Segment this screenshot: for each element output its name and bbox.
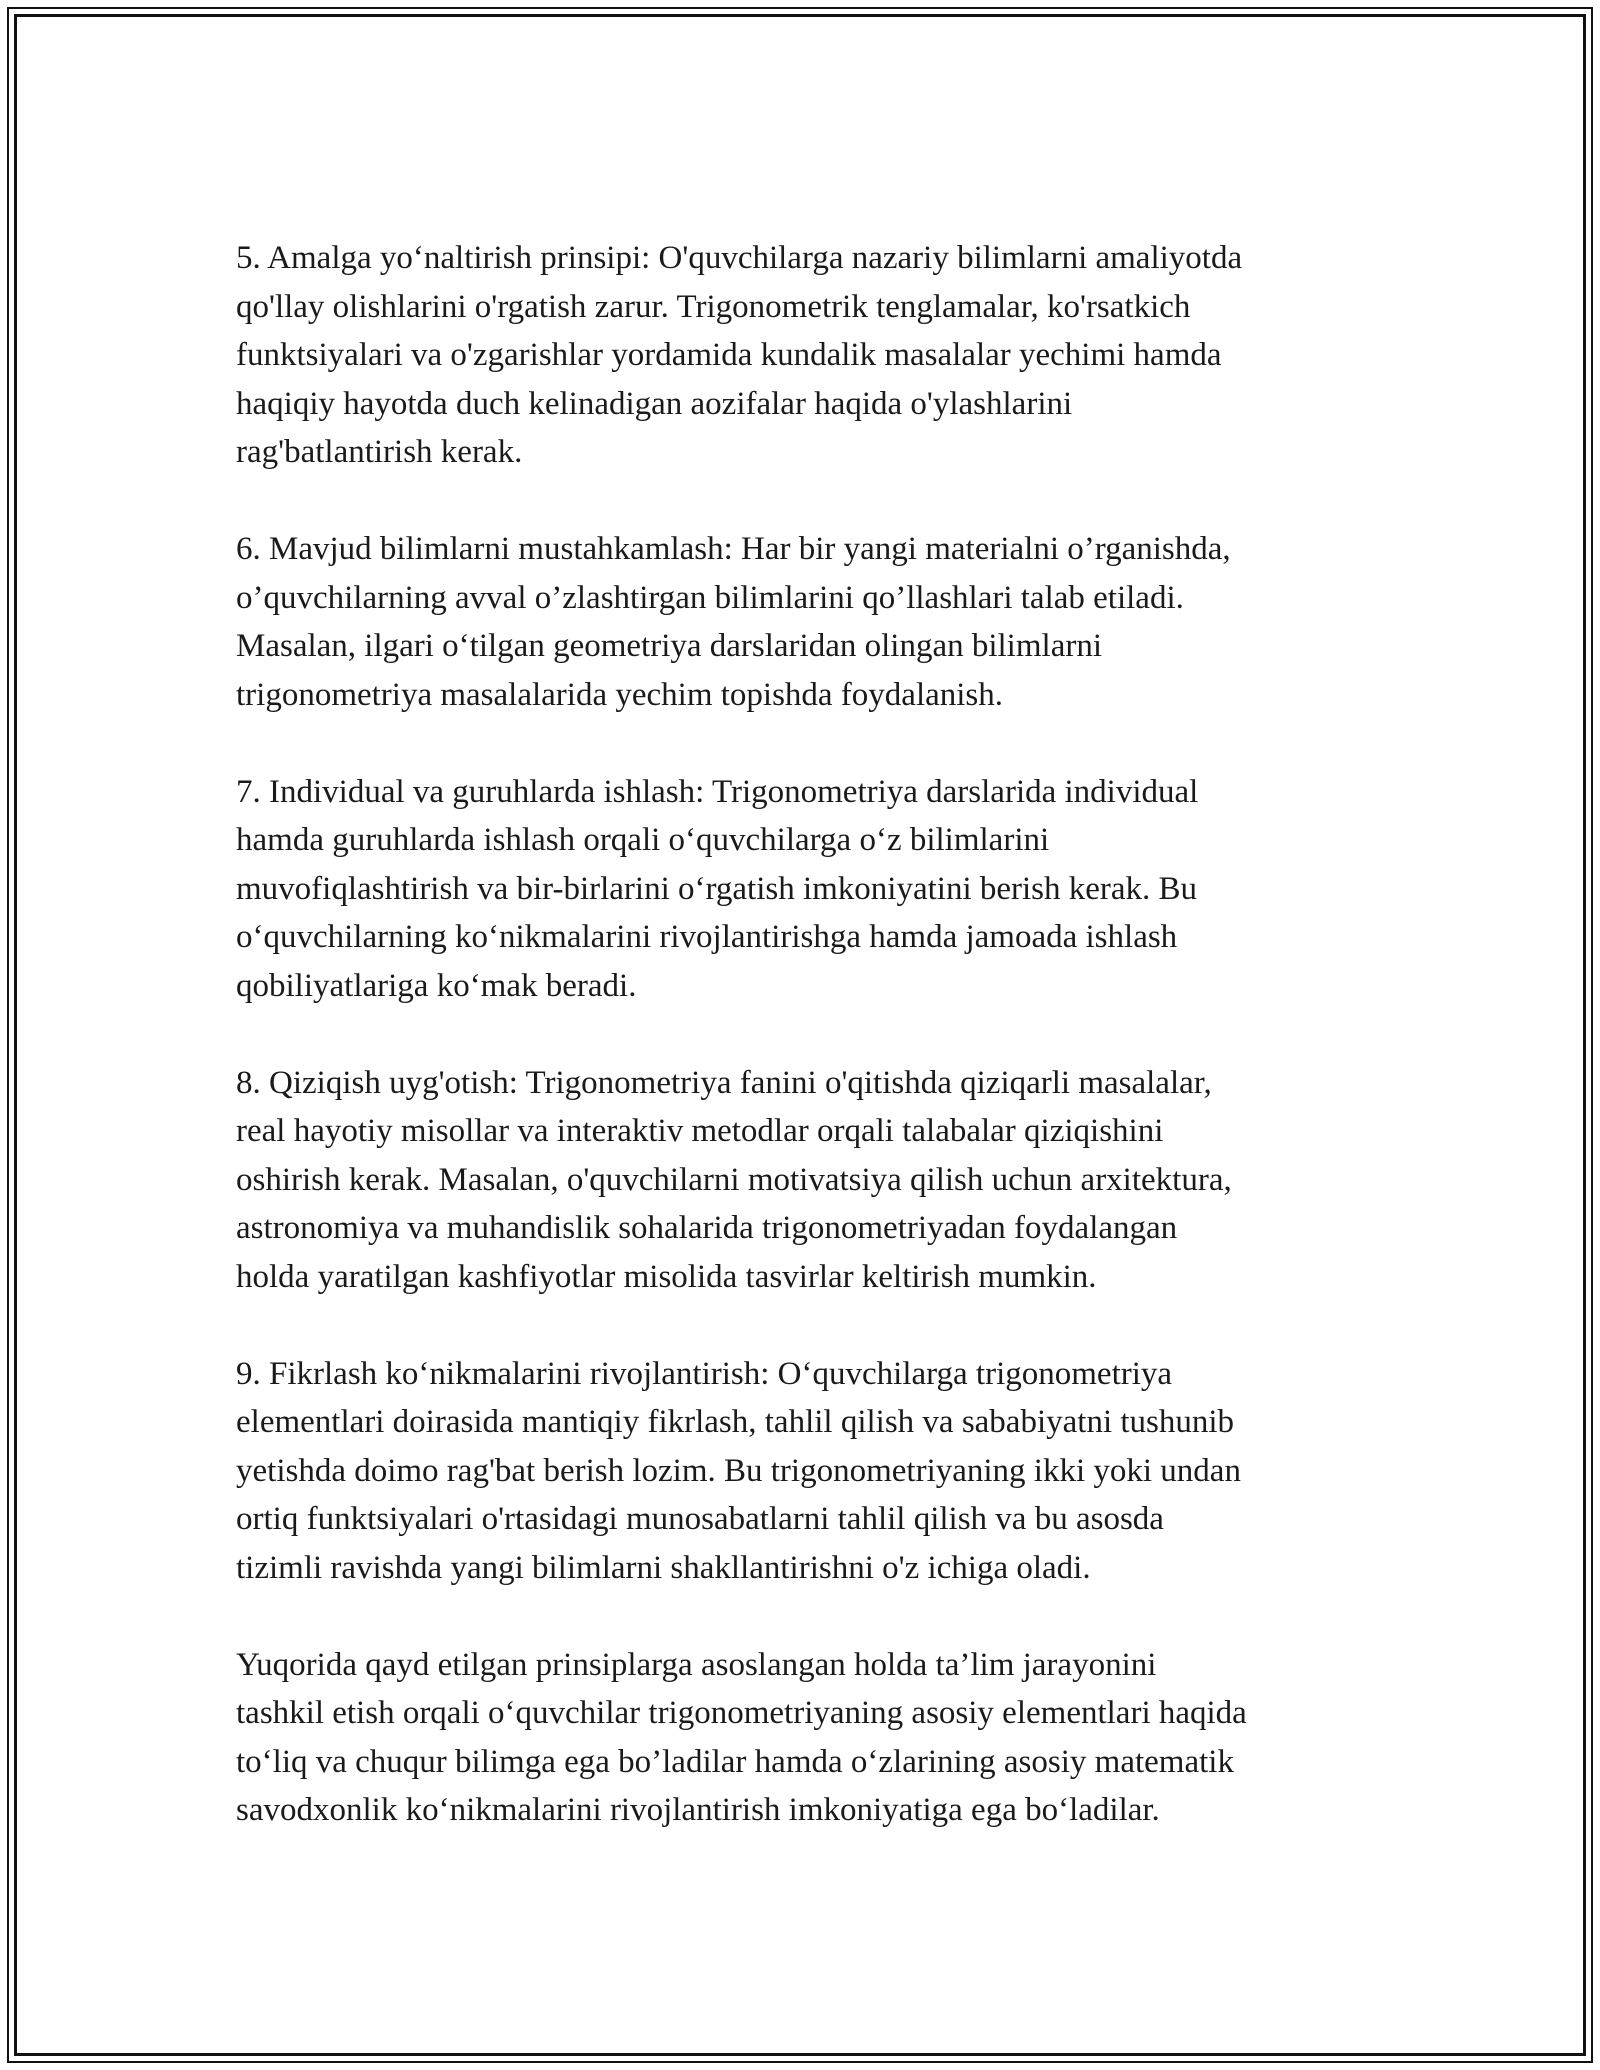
paragraph-principle-5: 5. Amalga yo‘naltirish prinsipi: O'quvchilarga nazariy bilimlarni amaliyotda qo'llay olishlarini o'rgatish zarur. Trigonometrik tenglamalar, ko'rsatkich funktsiyalari va o'zgarishlar yordamida kundalik masalalar yechimi hamda haqiqiy hayotda duch kelinadigan aozifalar haqida o'ylashlarini rag'batlantirish kerak. <box>236 240 1243 470</box>
paragraph-conclusion: Yuqorida qayd etilgan prinsiplarga asoslangan holda ta’lim jarayonini tashkil etish orqali o‘quvchilar trigonometriyaning asosiy elementlari haqida to‘liq va chuqur bilimga ega bo’ladilar hamda o‘zlarining asosiy matematik savodxonlik ko‘nikmalarini rivojlantirish imkoniyatiga ega bo‘ladilar. <box>236 1646 1247 1828</box>
paragraph-principle-8: 8. Qiziqish uyg'otish: Trigonometriya fanini o'qitishda qiziqarli masalalar, real hayotiy misollar va interaktiv metodlar orqali talabalar qiziqishini oshirish kerak. Masalan, o'quvchilarni motivatsiya qilish uchun arxitektura, astronomiya va muhandislik sohalarida trigonometriyadan foydalangan holda yaratilgan kashfiyotlar misolida tasvirlar keltirish mumkin. <box>236 1064 1232 1295</box>
document-body <box>236 234 1376 1883</box>
paragraph-principle-6: 6. Mavjud bilimlarni mustahkamlash: Har bir yangi materialni o’rganishda, o’quvchilarning avval o’zlashtirgan bilimlarini qo’llashlari talab etiladi. Masalan, ilgari o‘tilgan geometriya darslaridan olingan bilimlarni trigonometriya masalalarida yechim topishda foydalanish. <box>236 531 1231 713</box>
paragraph-principle-7: 7. Individual va guruhlarda ishlash: Trigonometriya darslarida individual hamda guruhlarda ishlash orqali o‘quvchilarga o‘z bilimlarini muvofiqlashtirish va bir-birlarini o‘rgatish imkoniyatini berish kerak. Bu o‘quvchilarning ko‘nikmalarini rivojlantirishga hamda jamoada ishlash qobiliyatlariga ko‘mak beradi. <box>236 773 1199 1004</box>
paragraph-principle-9: 9. Fikrlash ko‘nikmalarini rivojlantirish: O‘quvchilarga trigonometriya elementlari doirasida mantiqiy fikrlash, tahlil qilish va sababiyatni tushunib yetishda doimo rag'bat berish lozim. Bu trigonometriyaning ikki yoki undan ortiq funktsiyalari o'rtasidagi munosabatlarni tahlil qilish va bu asosda tizimli ravishda yangi bilimlarni shakllantirishni o'z ichiga oladi. <box>236 1355 1241 1586</box>
